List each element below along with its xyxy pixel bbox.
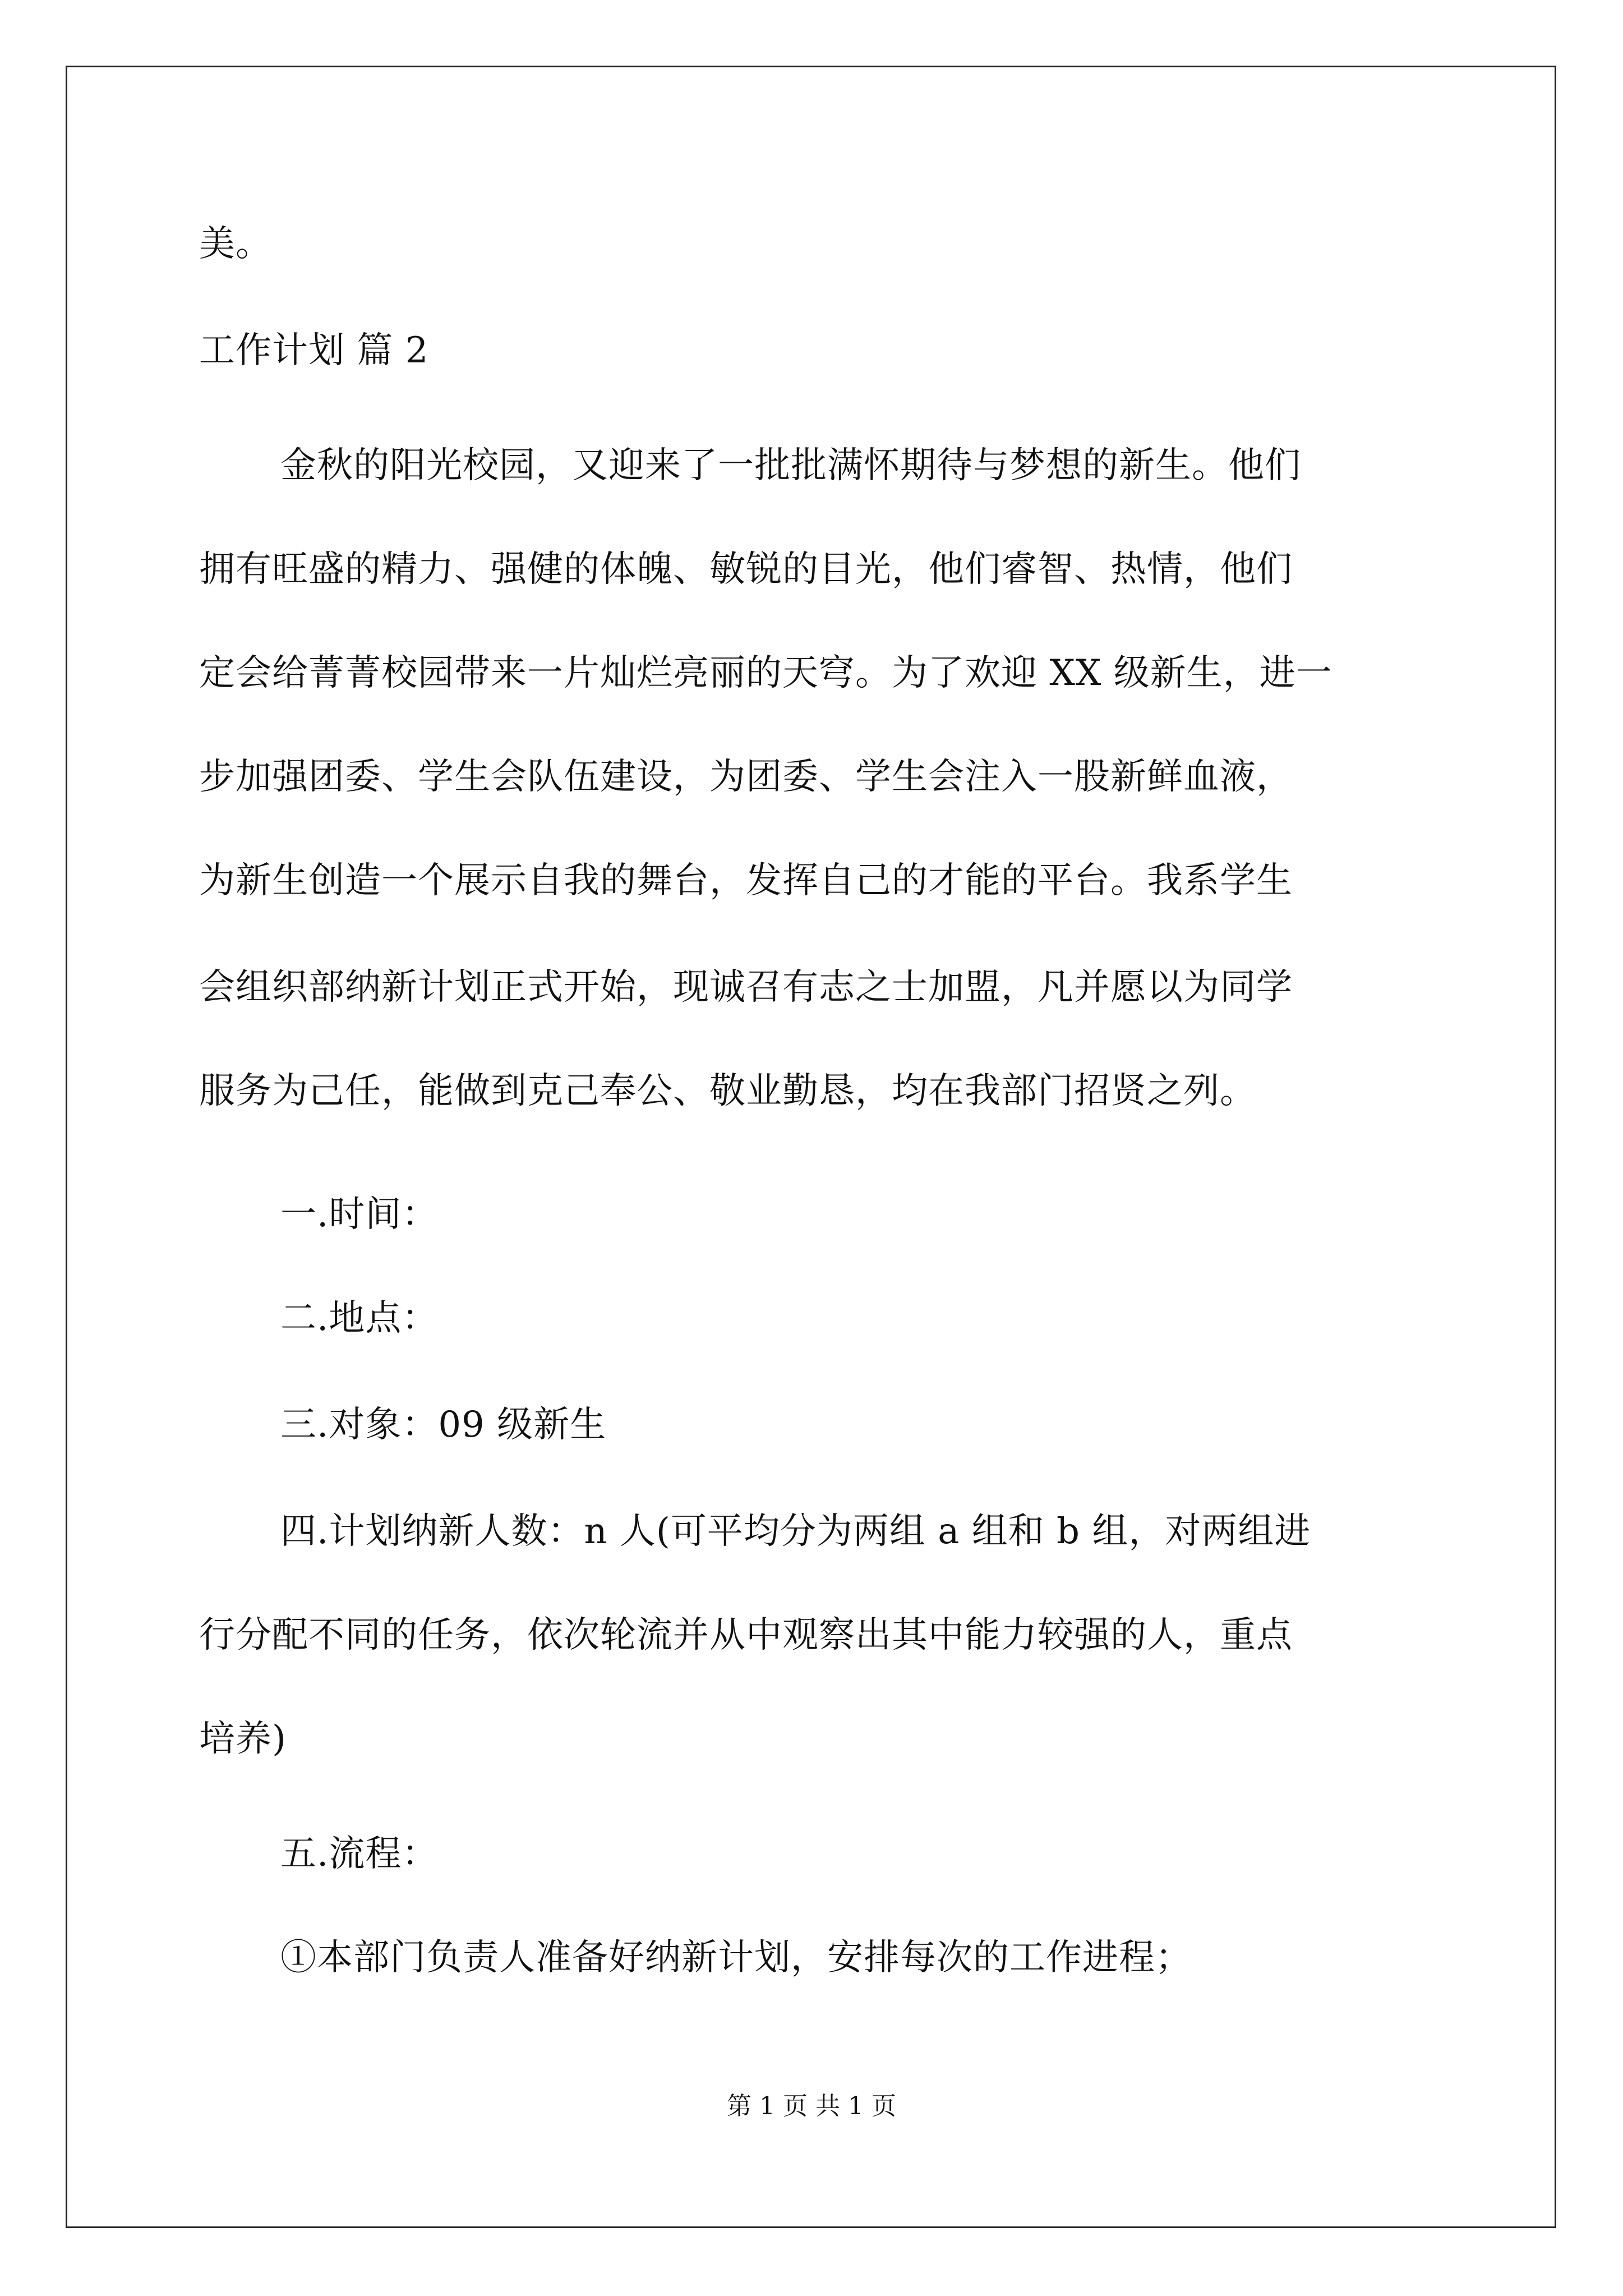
paragraph-line: 步加强团委、学生会队伍建设，为团委、学生会注入一股新鲜血液， [199,756,1293,798]
paragraph-line: 拥有旺盛的精力、强健的体魄、敏锐的目光，他们睿智、热情，他们 [199,549,1293,590]
list-item-process: 五.流程： [280,1833,439,1875]
paragraph-line: 会组织部纳新计划正式开始，现诚召有志之士加盟，凡并愿以为同学 [199,967,1293,1008]
paragraph-line: 培养) [199,1718,287,1760]
paragraph-line: 定会给菁菁校园带来一片灿烂亮丽的天穹。为了欢迎 XX 级新生，进一 [199,652,1332,694]
list-item-target: 三.对象：09 级新生 [280,1404,607,1446]
process-step: ①本部门负责人准备好纳新计划，安排每次的工作进程； [280,1937,1192,1978]
text-line-continuation: 美。 [199,223,272,265]
paragraph-line: 行分配不同的任务，依次轮流并从中观察出其中能力较强的人，重点 [199,1614,1293,1656]
page-number-footer: 第 1 页 共 1 页 [727,2092,896,2120]
paragraph-line: 为新生创造一个展示自我的舞台，发挥自己的才能的平台。我系学生 [199,860,1293,901]
list-item-time: 一.时间： [280,1194,439,1235]
paragraph-line: 金秋的阳光校园，又迎来了一批批满怀期待与梦想的新生。他们 [280,445,1301,486]
list-item-recruit-count: 四.计划纳新人数：n 人(可平均分为两组 a 组和 b 组，对两组进 [280,1511,1311,1552]
list-item-place: 二.地点： [280,1297,439,1339]
page-border [66,66,1556,2228]
paragraph-line: 服务为己任，能做到克己奉公、敬业勤恳，均在我部门招贤之列。 [199,1070,1256,1112]
section-heading: 工作计划 篇 2 [199,330,429,371]
